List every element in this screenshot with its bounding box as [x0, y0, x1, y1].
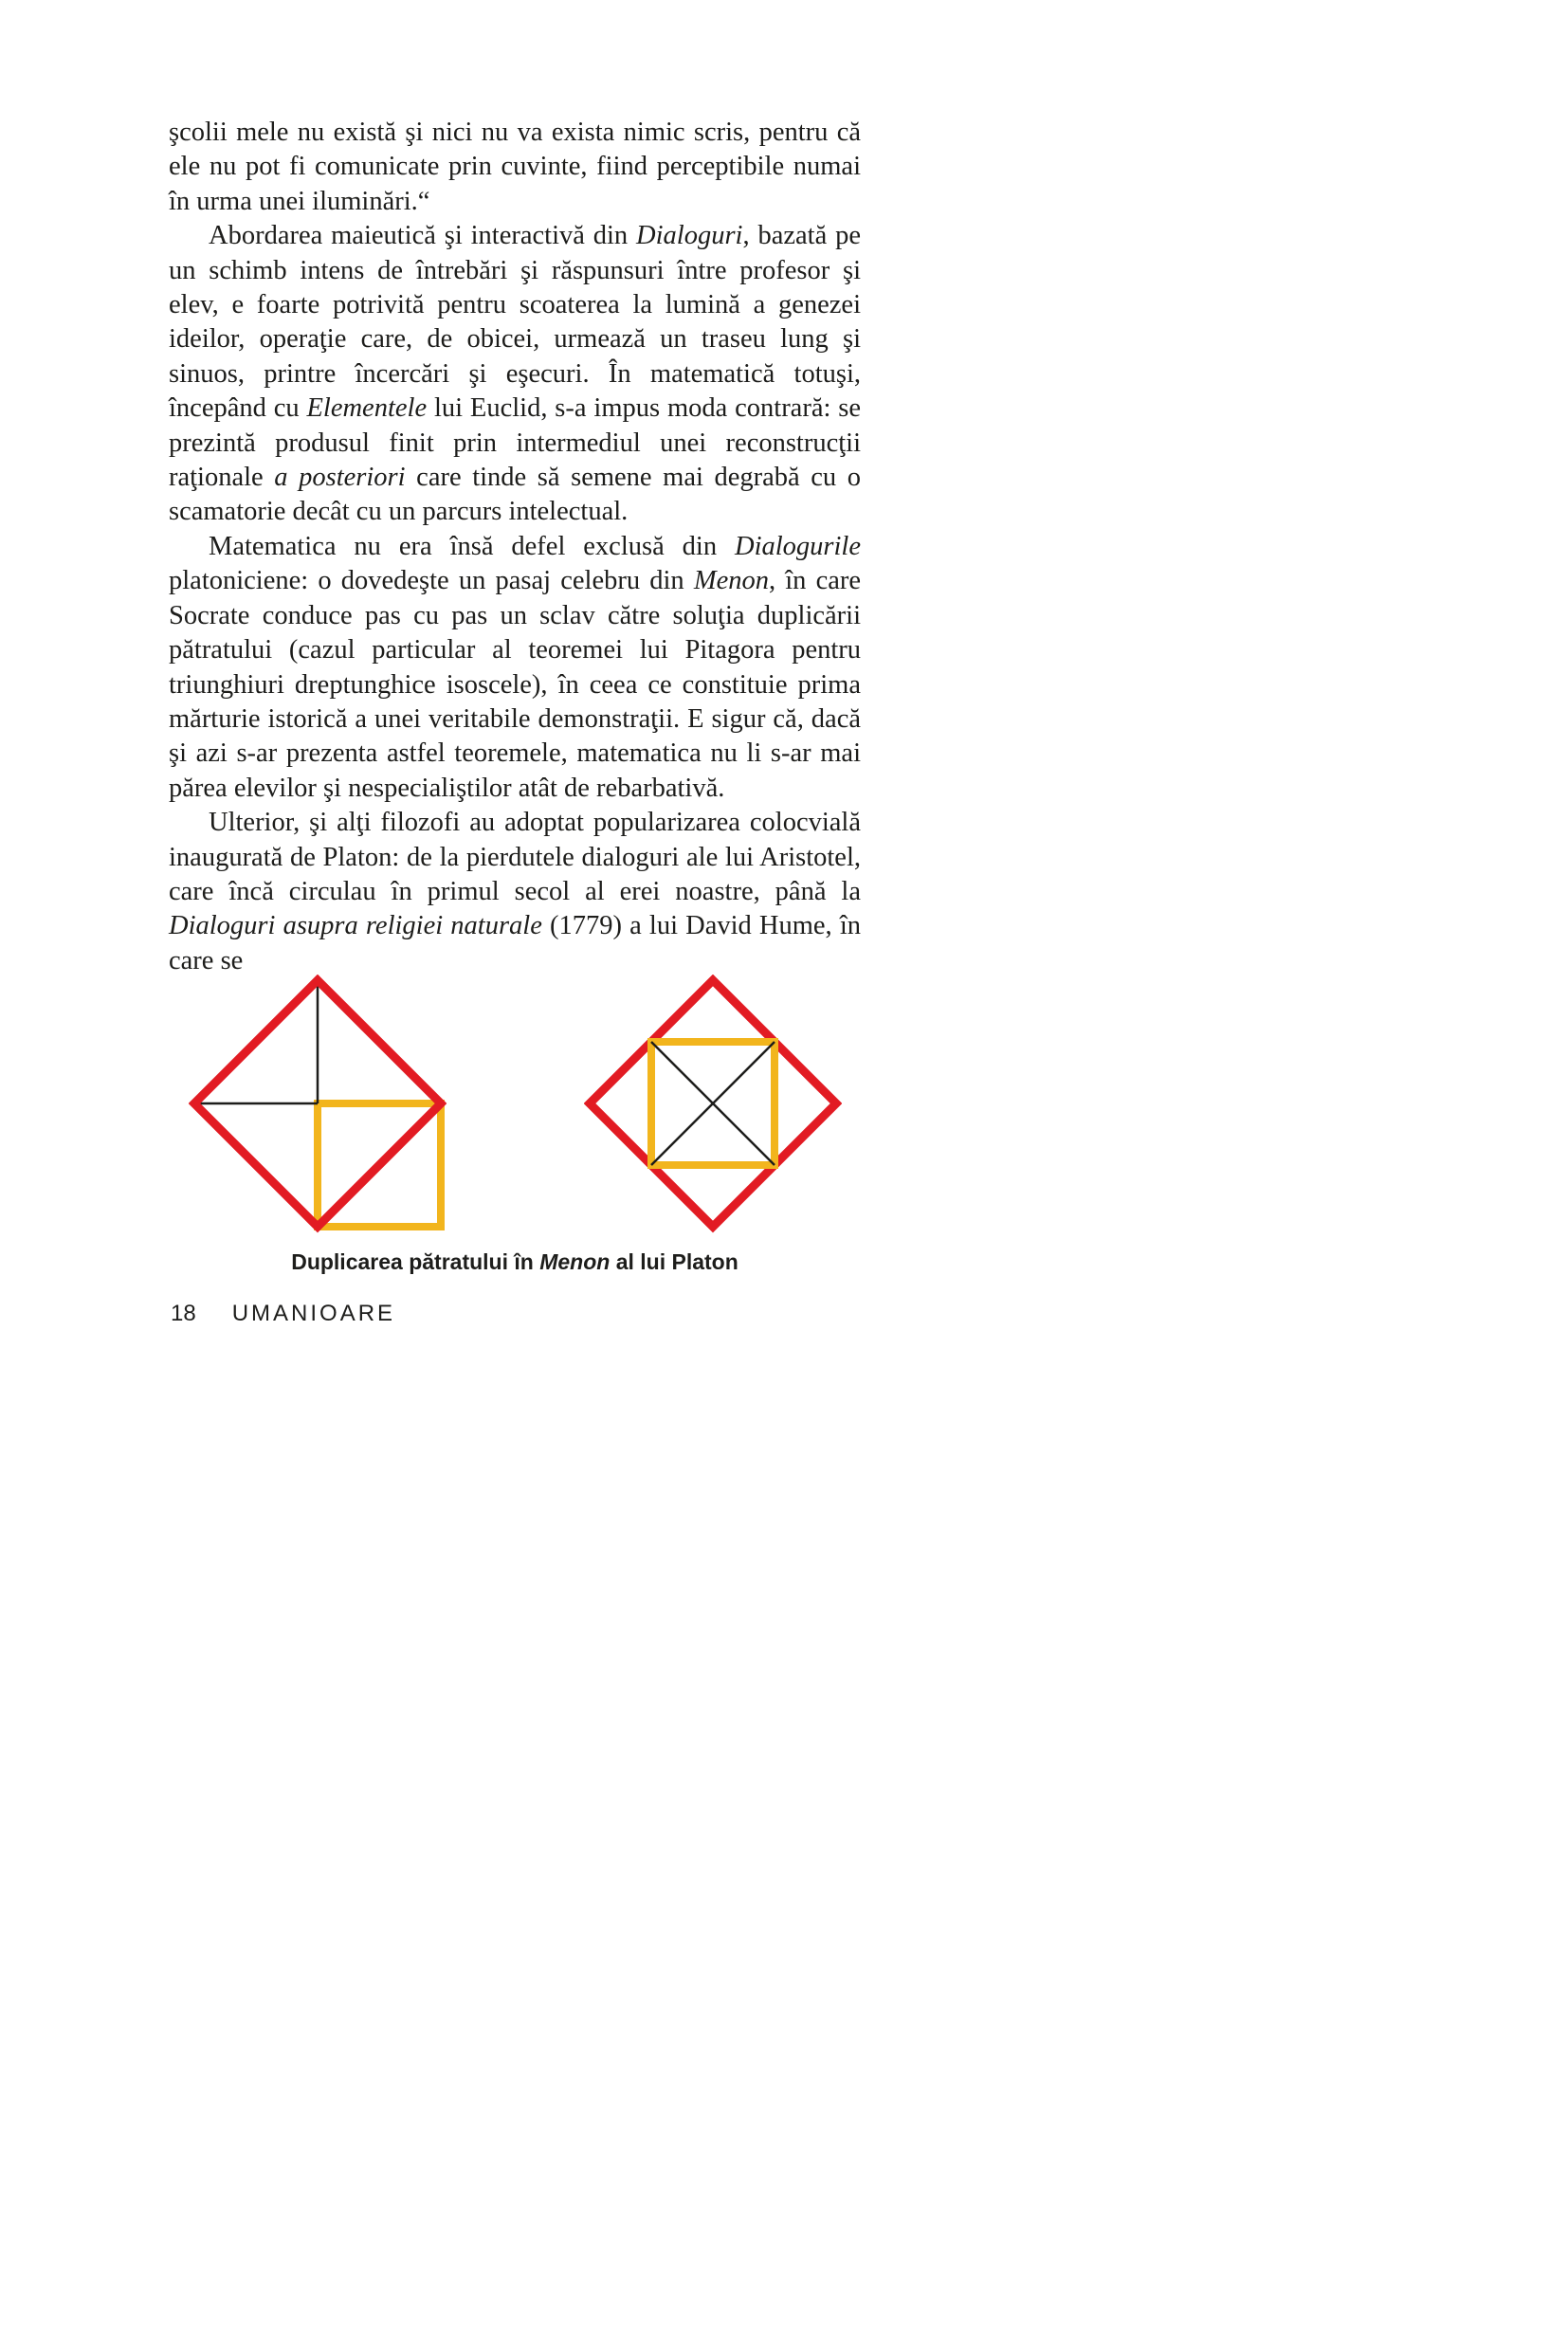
italic-run: Dialogurile	[735, 531, 861, 561]
figure-row	[169, 975, 861, 1238]
italic-run: Elementele	[306, 393, 428, 424]
right-diagram	[584, 975, 842, 1238]
left-diagram	[189, 975, 447, 1238]
body-text	[169, 116, 861, 978]
text-run: , în care Socrate conduce pas cu pas un sclav către soluţia duplicării pătratului (cazul particular al teoremei lui Pitagora pentru triunghiuri dreptunghice isoscele), în ceea ce constituie prima mărturie istorică a unei veritabile demonstraţii. E sigur că, dacă şi azi s-ar prezenta astfel teoremele, matematica nu li s-ar mai părea elevilor şi nespecialiştilor atât de rebarbativă.	[169, 566, 862, 803]
running-title: UMANIOARE	[231, 1301, 396, 1326]
text-run: Matematica nu era însă defel exclusă din	[209, 531, 735, 561]
page-footer	[171, 1301, 395, 1327]
text-run: Ulterior, şi alţi filozofi au adoptat popularizarea colocvială inaugurată de Platon: de la pierdutele dialoguri ale lui Aristotel, care încă circulau în primul secol al erei noastre, până la	[169, 808, 861, 906]
italic-run: Dialoguri asupra religiei naturale	[169, 911, 542, 941]
text-run: lui Euclid, s-a impus moda contrară: se prezintă produsul finit prin intermediul unei reconstrucţii raţionale	[169, 393, 861, 493]
paragraph	[169, 530, 861, 806]
text-run: platoniciene: o dovedeşte un pasaj celebru din	[169, 566, 694, 596]
paragraph	[169, 116, 861, 219]
paragraph	[169, 806, 861, 978]
figure-caption	[169, 1249, 861, 1275]
text-run: Duplicarea pătratului în	[291, 1249, 540, 1274]
italic-run: a posteriori	[274, 463, 406, 493]
paragraph	[169, 219, 861, 530]
text-run: al lui Platon	[610, 1249, 738, 1274]
page-number: 18	[171, 1301, 196, 1326]
italic-run: Menon	[539, 1249, 611, 1274]
text-run: , bazată pe un schimb intens de întrebări şi răspunsuri între profesor şi elev, e foarte potrivită pentru scoaterea la lumină a genezei ideilor, operaţie care, de obicei, urmează un traseu lung şi sinuos, printre încercări şi eşecuri. În matematică totuşi, începând cu	[169, 221, 861, 424]
text-run: (1779) a lui David Hume, în care se	[169, 911, 861, 975]
text-run: şcolii mele nu există şi nici nu va exista nimic scris, pentru că ele nu pot fi comunicate prin cuvinte, fiind perceptibile numai în urma unei iluminări.“	[169, 118, 861, 216]
text-run: Abordarea maieutică şi interactivă din	[209, 221, 637, 251]
italic-run: Dialoguri	[636, 221, 743, 251]
text-run: care tinde să semene mai degrabă cu o scamatorie decât cu un parcurs intelectual.	[169, 463, 862, 527]
italic-run: Menon	[693, 566, 769, 596]
